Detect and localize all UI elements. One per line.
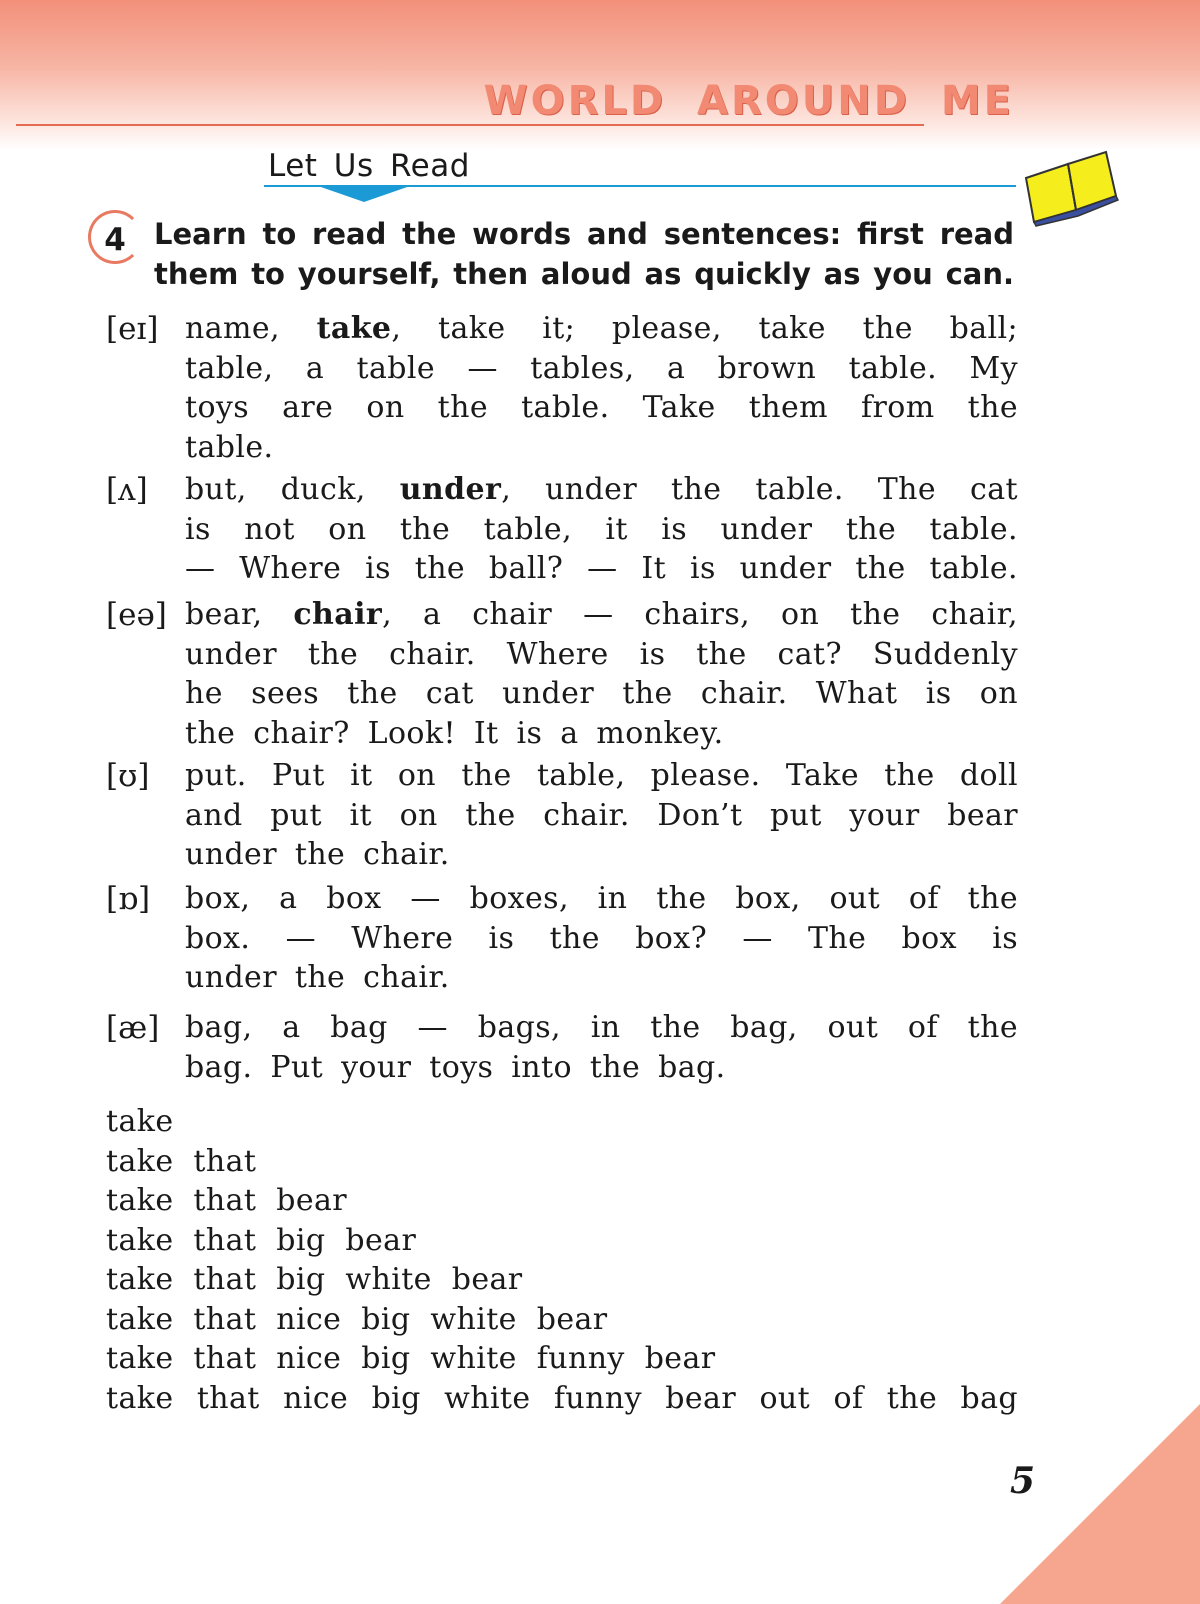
phonetic-symbol: [eɪ] <box>106 311 159 347</box>
text-line: but, duck, under, under the table. The cat <box>185 472 1018 507</box>
text-line: bear, chair, a chair — chairs, on the chair, <box>185 597 1018 632</box>
chant-list <box>106 1102 1018 1418</box>
text-line: the chair? Look! It is a monkey. <box>185 715 724 751</box>
text-line: bag, a bag — bags, in the bag, out of the <box>185 1010 1018 1045</box>
phonetic-symbol: [ɒ] <box>106 881 151 917</box>
instruction-line: them to yourself, then aloud as quickly as you can. <box>154 257 1014 291</box>
text-line: — Where is the ball? — It is under the table. <box>185 551 1018 586</box>
lesson-arrow-marker <box>318 186 410 202</box>
phonetic-symbol: [ʊ] <box>106 758 150 794</box>
text-line: he sees the cat under the chair. What is on <box>185 676 1018 711</box>
text-line: put. Put it on the table, please. Take the doll <box>185 758 1018 793</box>
chant-line: take that big white bear <box>106 1262 523 1297</box>
text-line: under the chair. <box>185 960 450 995</box>
header-band <box>0 0 1200 150</box>
phonetic-symbol: [eə] <box>106 597 167 633</box>
text-line: table, a table — tables, a brown table. My <box>185 350 1018 386</box>
exercise-number: 4 <box>88 210 142 264</box>
exercise-instruction <box>154 214 1014 294</box>
phonetic-symbol: [ʌ] <box>106 472 148 508</box>
chant-line: take that <box>106 1143 257 1179</box>
chant-line: take <box>106 1104 174 1139</box>
text-line: box. — Where is the box? — The box is <box>185 920 1018 956</box>
page-corner-decoration <box>1000 1404 1200 1604</box>
text-line: box, a box — boxes, in the box, out of the <box>185 881 1018 916</box>
page-number: 5 <box>1010 1460 1036 1502</box>
text-line: table. <box>185 429 274 465</box>
chant-line: take that bear <box>106 1183 348 1218</box>
chant-line: take that nice big white funny bear <box>106 1341 716 1376</box>
chant-line: take that nice big white bear <box>106 1301 608 1337</box>
text-line: under the chair. Where is the cat? Suddenly <box>185 636 1018 672</box>
text-line: name, take, take it; please, take the ball; <box>185 311 1018 346</box>
phonetic-symbol: [æ] <box>106 1010 160 1046</box>
chant-line: take that big bear <box>106 1222 417 1258</box>
text-line: under the chair. <box>185 837 450 872</box>
text-line: is not on the table, it is under the table. <box>185 511 1018 547</box>
text-line: and put it on the chair. Don’t put your bear <box>185 797 1018 833</box>
lesson-title: Let Us Read <box>268 148 470 184</box>
text-line: bag. Put your toys into the bag. <box>185 1049 726 1085</box>
header-rule <box>16 124 924 126</box>
instruction-line: Learn to read the words and sentences: first read <box>154 217 1014 251</box>
chant-line: take that nice big white funny bear out of the bag <box>106 1380 1018 1416</box>
section-title: WORLD AROUND ME <box>483 78 1014 124</box>
open-book-icon <box>1020 148 1120 228</box>
text-line: toys are on the table. Take them from the <box>185 390 1018 425</box>
